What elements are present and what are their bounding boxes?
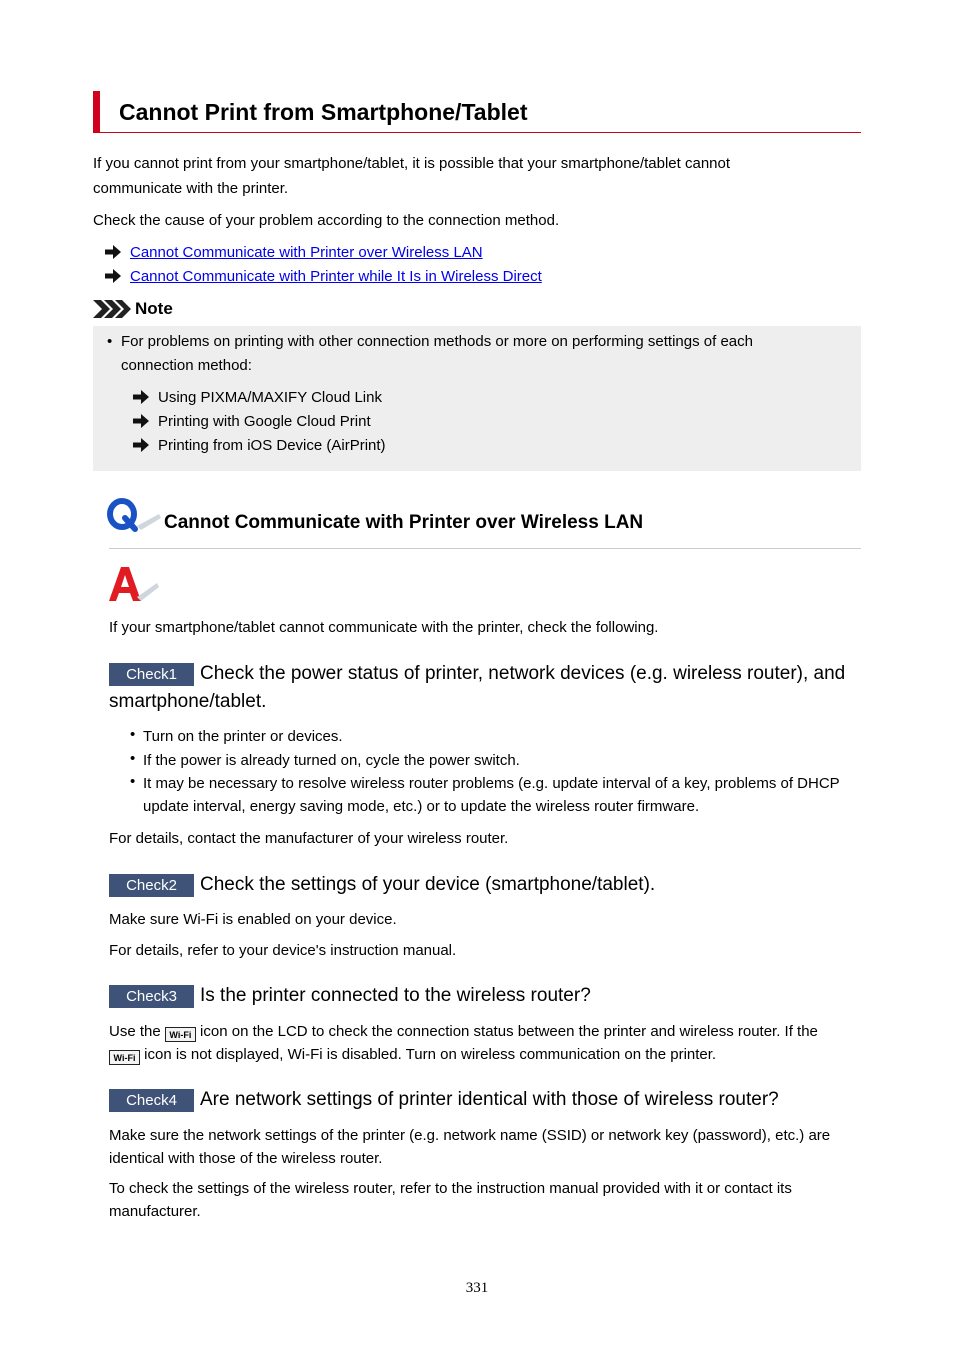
check4-title: Are network settings of printer identical with those of wireless router? [200, 1089, 779, 1110]
arrow-right-icon [105, 245, 121, 259]
question-heading: Cannot Communicate with Printer over Wireless LAN [164, 512, 644, 533]
question-q-icon [107, 496, 163, 532]
check1-title-line-2: smartphone/tablet. [109, 691, 267, 712]
check3-header [109, 982, 591, 1010]
check4-p1-line-2: identical with those of the wireless router. [109, 1150, 383, 1167]
intro-line-3: Check the cause of your problem according to the connection method. [93, 212, 560, 229]
arrow-right-icon [133, 414, 149, 428]
note-item-google-cloud [133, 409, 371, 433]
check1-header [109, 660, 845, 688]
note-item-label[interactable]: Printing from iOS Device (AirPrint) [158, 436, 386, 454]
check2-header [109, 871, 655, 899]
check4-p2-line-1: To check the settings of the wireless router, refer to the instruction manual provided with it or contact its [109, 1180, 792, 1197]
wifi-icon: Wi-Fi [165, 1027, 196, 1042]
check2-title: Check the settings of your device (smartphone/tablet). [200, 874, 656, 895]
link-row-wireless-direct [105, 264, 542, 288]
answer-a-icon [107, 565, 159, 603]
check3-p1-b: icon on the LCD to check the connection status between the printer and wireless router. If the [200, 1023, 818, 1040]
check2-p1: Make sure Wi-Fi is enabled on your device. [109, 911, 397, 928]
arrow-right-icon [133, 438, 149, 452]
check2-p2: For details, refer to your device's instruction manual. [109, 942, 457, 959]
check1-bullet-3: It may be necessary to resolve wireless router problems (e.g. update interval of a key, problems of DHCP [143, 775, 840, 792]
check1-bullet-1: Turn on the printer or devices. [143, 728, 343, 745]
check1-bullet-2: If the power is already turned on, cycle the power switch. [143, 752, 520, 769]
check3-p2 [109, 1043, 716, 1066]
check1-bullet-3-line-2: update interval, energy saving mode, etc.) or to update the wireless router firmware. [143, 798, 700, 815]
check1-title-line-1: Check the power status of printer, network devices (e.g. wireless router), and [200, 663, 846, 684]
bullet-dot: • [130, 726, 136, 743]
arrow-right-icon [133, 390, 149, 404]
check3-p2-b: icon is not displayed, Wi-Fi is disabled. Turn on wireless communication on the printer. [144, 1046, 717, 1063]
intro-line-1: If you cannot print from your smartphone/tablet, it is possible that your smartphone/tablet cannot [93, 155, 731, 172]
bullet-dot: • [130, 773, 136, 790]
check4-header [109, 1086, 779, 1114]
check3-p1-a: Use the [109, 1023, 161, 1040]
title-divider [93, 132, 861, 133]
check4-badge: Check4 [109, 1089, 194, 1112]
note-bullet-line-1: For problems on printing with other connection methods or more on performing settings of each [121, 333, 753, 350]
answer-intro: If your smartphone/tablet cannot communicate with the printer, check the following. [109, 619, 659, 636]
bullet-dot: • [130, 750, 136, 767]
check4-p2-line-2: manufacturer. [109, 1203, 201, 1220]
check3-p1 [109, 1020, 818, 1043]
question-divider [109, 548, 861, 549]
check3-badge: Check3 [109, 985, 194, 1008]
page-number: 331 [465, 1280, 489, 1296]
note-chevrons-icon [93, 300, 131, 318]
link-wireless-lan[interactable]: Cannot Communicate with Printer over Wireless LAN [130, 243, 483, 261]
check3-title: Is the printer connected to the wireless router? [200, 985, 591, 1006]
note-item-cloud-link [133, 385, 382, 409]
check1-badge: Check1 [109, 663, 194, 686]
check4-p1-line-1: Make sure the network settings of the printer (e.g. network name (SSID) or network key (password), etc.) are [109, 1127, 831, 1144]
note-item-airprint [133, 433, 386, 457]
note-label: Note [135, 299, 173, 318]
note-bullet-line-2: connection method: [121, 357, 252, 374]
note-item-label[interactable]: Printing with Google Cloud Print [158, 412, 371, 430]
bullet-dot: • [107, 333, 113, 350]
intro-line-2: communicate with the printer. [93, 180, 289, 197]
note-item-label[interactable]: Using PIXMA/MAXIFY Cloud Link [158, 388, 382, 406]
arrow-right-icon [105, 269, 121, 283]
link-row-wireless-lan [105, 240, 483, 264]
page-title: Cannot Print from Smartphone/Tablet [119, 99, 528, 125]
note-header [93, 299, 173, 319]
link-wireless-direct[interactable]: Cannot Communicate with Printer while It Is in Wireless Direct [130, 267, 542, 285]
check1-after: For details, contact the manufacturer of your wireless router. [109, 830, 509, 847]
wifi-icon: Wi-Fi [109, 1050, 140, 1065]
title-accent-bar [93, 91, 100, 133]
check2-badge: Check2 [109, 874, 194, 897]
